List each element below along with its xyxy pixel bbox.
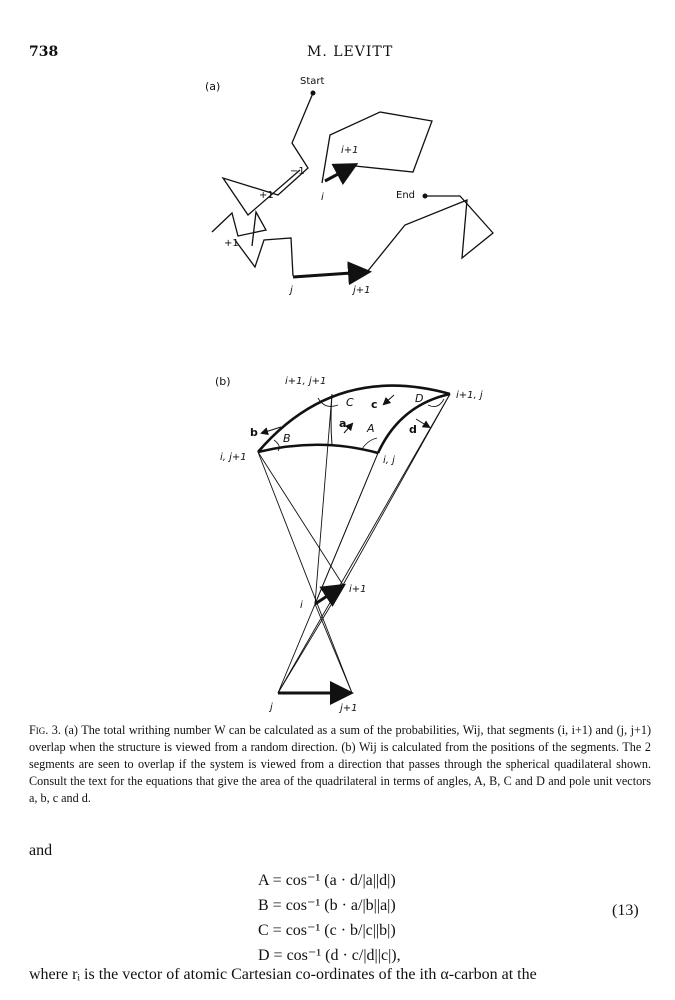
vector-b-label: b (250, 426, 258, 439)
label-i1-a: i+1 (341, 145, 359, 156)
angle-b-label: B (283, 432, 291, 445)
equation-c: C = cos⁻¹ (c · b/|c||b|) (258, 922, 396, 939)
body-text-line: where rᵢ is the vector of atomic Cartesian co-ordinates of the ith α-carbon at the (29, 966, 537, 983)
angle-a-label: A (367, 422, 375, 435)
panel-b-label: (b) (215, 375, 231, 388)
label-j1-a: j+1 (353, 285, 371, 296)
equation-block (258, 868, 401, 968)
vector-a-label: a (339, 417, 347, 430)
page-number: 738 (29, 44, 59, 60)
plus1-label-a: +1 (259, 190, 274, 201)
label-i1-j: i+1, j (456, 390, 483, 401)
chain-lower (235, 238, 293, 276)
plus1-label-b: +1 (224, 238, 239, 249)
segment-i-arrow (325, 166, 353, 181)
label-i1-j1: i+1, j+1 (285, 376, 327, 387)
chain-end-segment (367, 196, 493, 272)
angle-d-label: D (415, 392, 424, 405)
label-i-a: i (321, 192, 324, 203)
end-label: End (396, 190, 416, 201)
vector-c-arrow (384, 395, 394, 404)
equation-b: B = cos⁻¹ (b · a/|b||a|) (258, 897, 396, 914)
angle-a-arc (362, 438, 377, 449)
label-j-a: j (290, 285, 293, 296)
label-i-j1: i, j+1 (220, 452, 247, 463)
equation-number: (13) (612, 902, 639, 919)
label-i-b: i (300, 600, 303, 611)
minus1-label: −1 (290, 166, 305, 177)
body-and: and (29, 842, 53, 859)
figure-caption (29, 722, 651, 807)
label-j1-b: j+1 (340, 703, 358, 714)
equation-a: A = cos⁻¹ (a · d/|a||d|) (258, 872, 396, 889)
label-j-b: j (270, 702, 273, 713)
quadrilateral-bottom-edge (258, 445, 378, 453)
chain-loop-left (212, 212, 266, 246)
vector-d-arrow (416, 419, 429, 427)
angle-c-label: C (346, 396, 354, 409)
vector-c-label: c (371, 398, 378, 411)
panel-a-label: (a) (205, 80, 221, 93)
equation-d: D = cos⁻¹ (d · c/|d||c|), (258, 947, 401, 964)
end-dot (423, 194, 428, 199)
vector-d-label: d (409, 423, 417, 436)
start-label: Start (300, 76, 325, 87)
label-i-j: i, j (383, 455, 395, 466)
running-header-author: M. LEVITT (307, 44, 394, 60)
label-i1-b: i+1 (349, 584, 367, 595)
segment-j-arrow (293, 272, 366, 277)
caption-text: (a) The total writhing number W can be calculated as a sum of the probabilities, Wij, that segments (i, i+1) and (j, j+1) overlap when the structure is viewed from a random direction. (b) Wij is calculated from the positions of the segments. The 2 segments are seen to overlap if the system is viewed from a direction that passes through the spherical quadilateral shown. Consult the text for the equations that give the area of the quadrilateral in terms of angles, A, B, C and D and pole unit vectors a, b, c and d. (29, 723, 652, 805)
caption-lead: Fig. 3. (29, 723, 61, 737)
